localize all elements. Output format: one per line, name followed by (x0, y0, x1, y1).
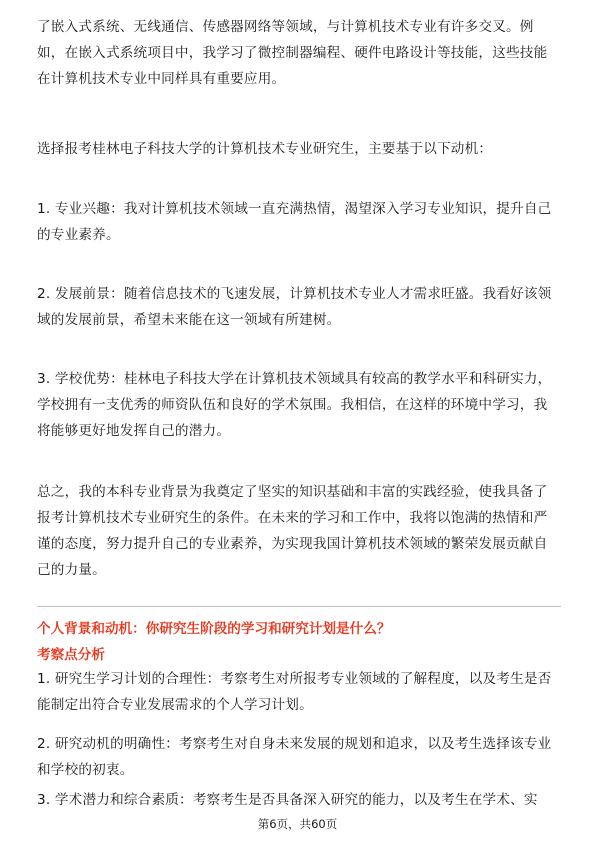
analysis-point-2: 2. 研究动机的明确性：考察考生对自身未来发展的规划和追求，以及考生选择该专业和学校的初衷。 (37, 736, 552, 778)
intro-paragraph: 了嵌入式系统、无线通信、传感器网络等领域，与计算机技术专业有许多交叉。例如，在嵌入式系统项目中，我学习了微控制器编程、硬件电路设计等技能，这些技能在计算机技术专业中同样具有重要应用。 (37, 19, 548, 87)
analysis-heading: 考察点分析 (37, 647, 105, 663)
page-number: 第6页，共60页 (257, 817, 338, 831)
section-divider (37, 606, 561, 607)
motivation-item-1: 1. 专业兴趣：我对计算机技术领域一直充满热情，渴望深入学习专业知识，提升自己的专业素养。 (37, 201, 552, 243)
conclusion-paragraph: 总之，我的本科专业背景为我奠定了坚实的知识基础和丰富的实践经验，使我具备了报考计算机技术专业研究生的条件。在未来的学习和工作中，我将以饱满的热情和严谨的态度，努力提升自己的专业素养，为实现我国计算机技术领域的繁荣发展贡献自己的力量。 (37, 484, 548, 578)
motivation-item-2: 2. 发展前景：随着信息技术的飞速发展，计算机技术专业人才需求旺盛。我看好该领域的发展前景，希望未来能在这一领域有所建树。 (37, 286, 552, 328)
motivation-intro: 选择报考桂林电子科技大学的计算机技术专业研究生，主要基于以下动机： (37, 141, 493, 157)
analysis-point-3: 3. 学术潜力和综合素质：考察考生是否具备深入研究的能力，以及考生在学术、实 (37, 792, 538, 808)
motivation-item-3: 3. 学校优势：桂林电子科技大学在计算机技术领域具有较高的教学水平和科研实力，学校拥有一支优秀的师资队伍和良好的学术氛围。我相信，在这样的环境中学习，我将能够更好地发挥自己的潜力。 (37, 371, 552, 439)
question-heading: 个人背景和动机：你研究生阶段的学习和研究计划是什么？ (37, 621, 391, 637)
analysis-point-1: 1. 研究生学习计划的合理性：考察考生对所报考专业领域的了解程度，以及考生是否能制定出符合专业发展需求的个人学习计划。 (37, 671, 552, 713)
